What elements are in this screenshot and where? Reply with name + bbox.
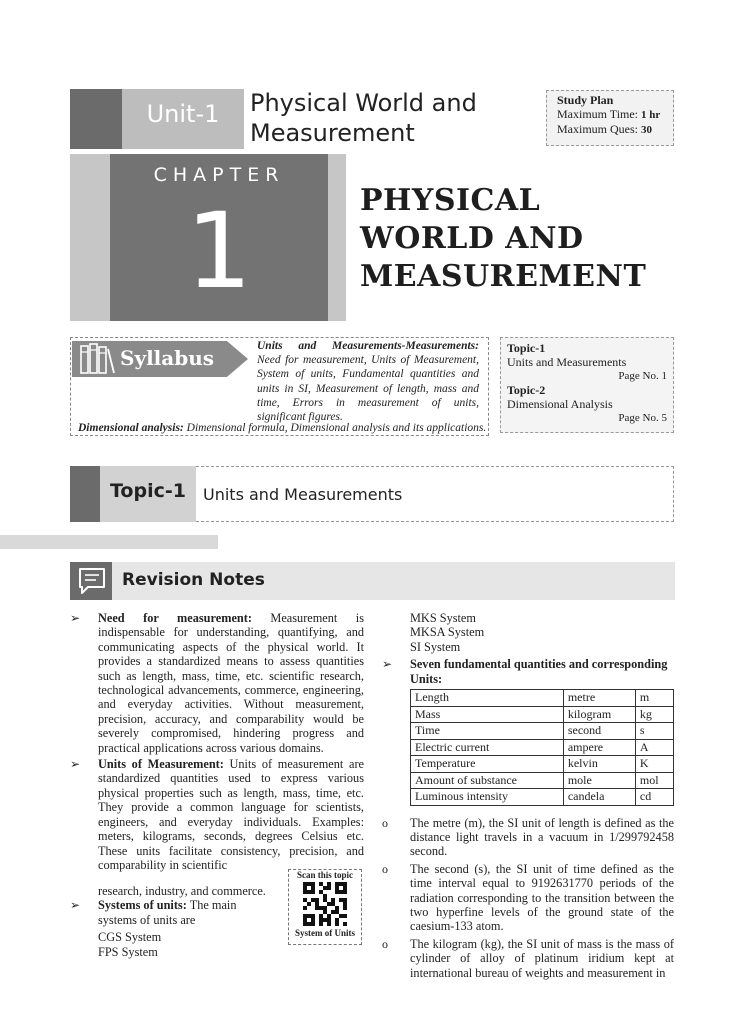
- chapter-title-line-1: PHYSICAL: [360, 183, 541, 218]
- study-plan-time: Maximum Time: 1 hr: [557, 107, 661, 121]
- right-column: [382, 611, 674, 980]
- note-metre: o The metre (m), the SI unit of length is defined as the distance light travels in a vacuum in 1/299792458 second.: [382, 815, 674, 859]
- topic-label: Topic-1: [110, 480, 186, 502]
- syllabus-bottom-text: Dimensional formula, Dimensional analysis and its applications.: [186, 422, 487, 434]
- revision-notes-title: Revision Notes: [122, 570, 265, 590]
- unit-label: Unit-1: [146, 100, 220, 128]
- qr-caption-bottom: System of Units: [295, 928, 355, 938]
- syllabus-bottom-heading: Dimensional analysis:: [78, 422, 184, 434]
- qr-caption-top: Scan this topic: [296, 870, 353, 880]
- divider-strip: [0, 535, 218, 549]
- topic-index-name-2: Dimensional Analysis: [507, 397, 613, 411]
- note-second: o The second (s), the SI unit of time defined as the time interval equal to 9192631770 periods of the radiation corresponding to the transition between the two hyperfine levels of the ground state of the caesium-133 atom.: [382, 861, 674, 934]
- chapter-title: [360, 182, 680, 296]
- syllabus-label: Syllabus: [120, 346, 215, 370]
- unit-title-line-1: Physical World and: [250, 89, 477, 117]
- system-item: MKS System: [410, 611, 476, 625]
- table-row: Mass kilogram kg: [411, 706, 674, 723]
- note-units-of-measurement: ➢ Units of Measurement: Units of measurement are standardized quantities used to express various physical properties such as length, mass, time, etc. They provide a common language for scientists, engineers, and everyday individuals. Examples: meters, kilograms, seconds, degrees Celsius etc. These units facilitate consistency, precision, and comparability in scientific: [70, 757, 364, 872]
- system-item: FPS System: [98, 944, 158, 959]
- system-item: SI System: [410, 639, 461, 654]
- qr-code-box[interactable]: [288, 869, 362, 945]
- topic-index-head-2: Topic-2: [507, 383, 546, 397]
- syllabus-heading: Units and Measurements-Measurements:: [257, 340, 479, 352]
- left-column-continued: [70, 884, 278, 959]
- study-plan-ques: Maximum Ques: 30: [557, 122, 652, 136]
- chapter-title-line-3: MEASUREMENT: [360, 259, 647, 294]
- chapter-number: 1: [185, 190, 253, 312]
- topic-title: Units and Measurements: [203, 485, 403, 504]
- chapter-word: CHAPTER: [153, 164, 285, 186]
- study-plan-title: Study Plan: [557, 93, 614, 107]
- table-row: Electric current ampere A: [411, 739, 674, 756]
- arrow-bullet-icon: ➢: [382, 657, 393, 672]
- table-row: Amount of substance mole mol: [411, 772, 674, 789]
- circle-bullet-icon: o: [382, 815, 388, 830]
- chapter-title-line-2: WORLD AND: [360, 221, 584, 256]
- note-kilogram: o The kilogram (kg), the SI unit of mass is the mass of cylinder of alloy of platinum iridium kept at international bureau of weights and measurement in: [382, 936, 674, 980]
- topic-bar-dark: [70, 466, 100, 522]
- unit-title-line-2: Measurement: [250, 119, 415, 147]
- note-systems-of-units: ➢ Systems of units: The main systems of units are: [70, 898, 237, 927]
- syllabus-text: [257, 339, 479, 424]
- table-row: Length metre m: [411, 690, 674, 707]
- arrow-bullet-icon: ➢: [70, 611, 81, 625]
- circle-bullet-icon: o: [382, 861, 388, 876]
- si-units-table: [410, 689, 674, 806]
- topic-index-name-1: Units and Measurements: [507, 355, 627, 369]
- qr-code-icon[interactable]: [303, 882, 347, 926]
- syllabus-body: Need for measurement, Units of Measurement, System of units, Fundamental quantities and units in SI, Measurement of length, mass and time, Errors in measurement of units, significant figures.: [257, 354, 479, 424]
- arrow-bullet-icon: ➢: [70, 757, 81, 772]
- topic-index-page-1: Page No. 1: [618, 370, 667, 382]
- note-need-for-measurement: ➢ Need for measurement: Measurement is indispensable for understanding, quantifying, and communicating aspects of the physical world. It provides a standardized means to assess quantities such as length, mass, time, etc. scientific research, technological advancements, commerce, engineering, and everyday activities. Without measurement, precision, accuracy, and comparability would be severely compromised, hindering progress and practical applications across various domains.: [70, 611, 364, 755]
- circle-bullet-icon: o: [382, 936, 388, 951]
- table-row: Temperature kelvin K: [411, 756, 674, 773]
- table-row: Luminous intensity candela cd: [411, 789, 674, 806]
- system-item: CGS System: [98, 930, 162, 945]
- unit-title: [250, 88, 550, 148]
- study-plan-box: [546, 90, 674, 146]
- unit-header-dark-block: [70, 89, 122, 149]
- arrow-bullet-icon: ➢: [70, 898, 81, 913]
- topic-index-head-1: Topic-1: [507, 341, 546, 355]
- system-item: MKSA System: [410, 625, 485, 640]
- note-units-of-measurement-end: research, industry, and commerce.: [98, 884, 266, 898]
- table-row: Time second s: [411, 723, 674, 740]
- topic-index-page-2: Page No. 5: [618, 412, 667, 424]
- books-icon: [80, 343, 116, 375]
- note-fundamental-quantities: ➢ Seven fundamental quantities and corresponding Units:: [382, 657, 668, 686]
- left-column: [70, 611, 364, 872]
- notes-icon: [78, 567, 106, 595]
- syllabus-bottom-line: [78, 422, 486, 434]
- topics-index-box: [500, 337, 674, 433]
